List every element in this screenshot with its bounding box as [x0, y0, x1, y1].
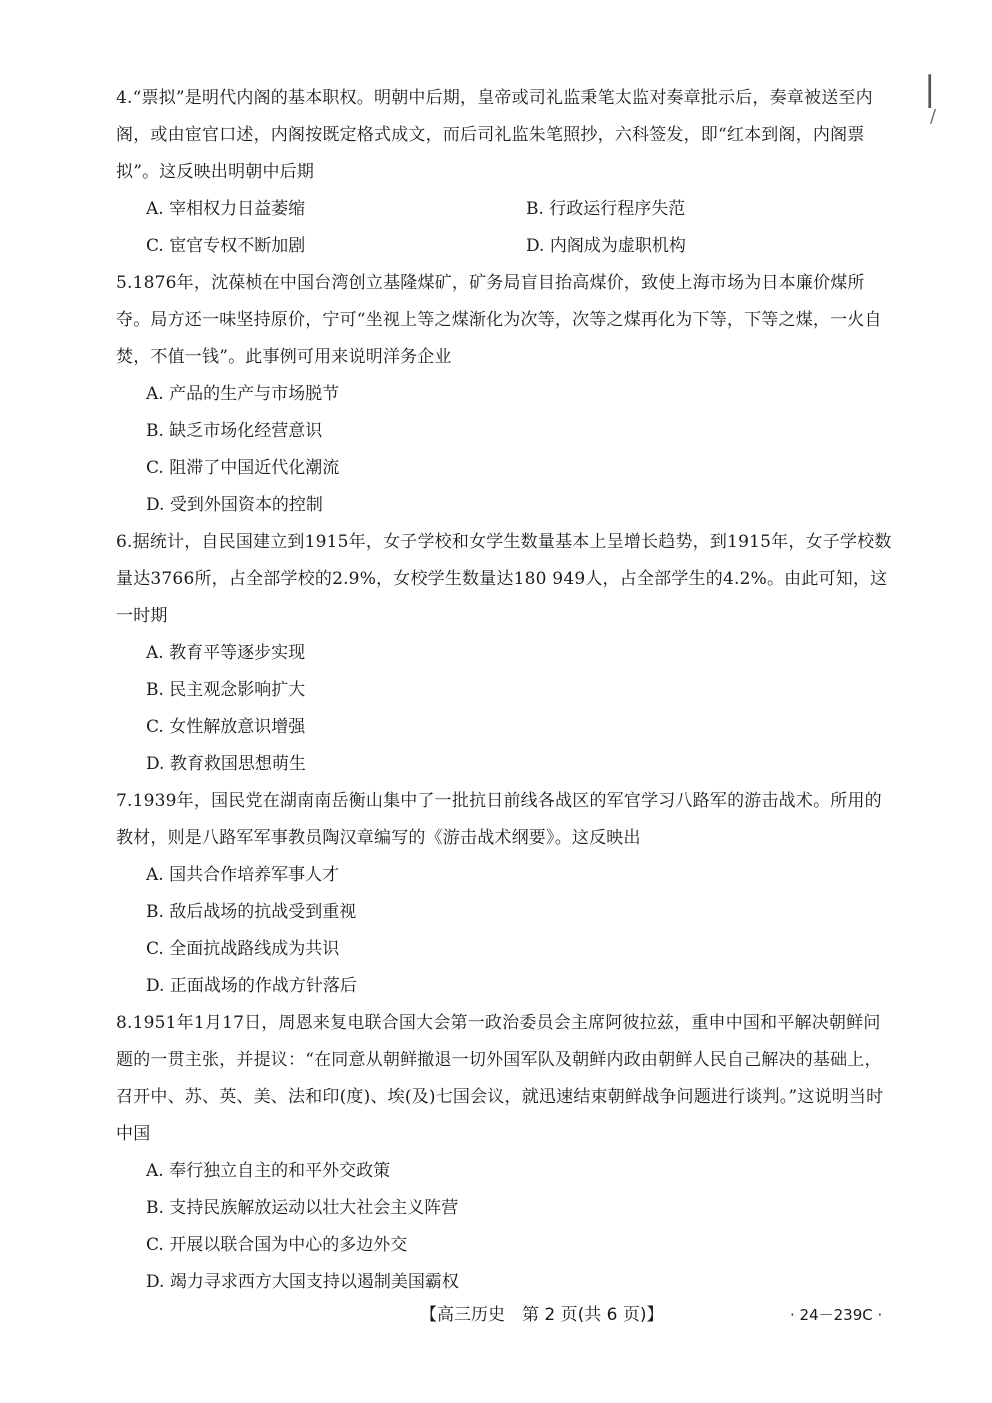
option-d: D. 正面战场的作战方针落后: [146, 976, 357, 996]
option-d: D. 教育救国思想萌生: [146, 754, 306, 774]
question-6: [116, 524, 896, 783]
question-stem: 5.1876年，沈葆桢在中国台湾创立基隆煤矿，矿务局盲目抬高煤价，致使上海市场为日本廉价煤所夺。局方还一味坚持原价，宁可“坐视上等之煤渐化为次等，次等之煤再化为下等，下等之煤，一火自焚，不值一钱”。此事例可用来说明洋务企业: [116, 273, 882, 367]
options: [146, 857, 896, 1005]
margin-pen-mark: |: [924, 69, 936, 109]
question-4: [116, 80, 896, 265]
options: [146, 635, 896, 783]
question-8: [116, 1005, 896, 1301]
question-stem: 7.1939年，国民党在湖南南岳衡山集中了一批抗日前线各战区的军官学习八路军的游击战术。所用的教材，则是八路军军事教员陶汉章编写的《游击战术纲要》。这反映出: [116, 791, 882, 848]
option-c: C. 开展以联合国为中心的多边外交: [146, 1235, 408, 1255]
question-7: [116, 783, 896, 1005]
option-a: A. 奉行独立自主的和平外交政策: [146, 1161, 391, 1181]
option-b: B. 缺乏市场化经营意识: [146, 421, 323, 441]
option-c: C. 女性解放意识增强: [146, 717, 306, 737]
question-stem: 8.1951年1月17日，周恩来复电联合国大会第一政治委员会主席阿彼拉兹，重申中国和平解决朝鲜问题的一贯主张，并提议：“在同意从朝鲜撤退一切外国军队及朝鲜内政由朝鲜人民自己解决的基础上，召开中、苏、英、美、法和印(度)、埃(及)七国会议，就迅速结束朝鲜战争问题进行谈判。”这说明当时中国: [116, 1013, 884, 1144]
option-a: A. 国共合作培养军事人才: [146, 865, 340, 885]
option-b: B. 行政运行程序失范: [526, 199, 686, 219]
option-c: C. 全面抗战路线成为共识: [146, 939, 340, 959]
option-a: A. 产品的生产与市场脱节: [146, 384, 340, 404]
options: [146, 191, 896, 265]
footer-title: 【高三历史 第 2 页(共 6 页)】: [420, 1305, 664, 1325]
margin-pen-tick: /: [930, 106, 937, 127]
option-a: A. 教育平等逐步实现: [146, 643, 306, 663]
option-d: D. 内阁成为虚职机构: [526, 236, 686, 256]
options: [146, 1153, 896, 1301]
option-b: B. 民主观念影响扩大: [146, 680, 306, 700]
option-b: B. 敌后战场的抗战受到重视: [146, 902, 357, 922]
option-b: B. 支持民族解放运动以壮大社会主义阵营: [146, 1198, 459, 1218]
option-c: C. 阻滞了中国近代化潮流: [146, 458, 340, 478]
options: [146, 376, 896, 524]
footer-code: · 24－239C ·: [790, 1306, 883, 1324]
option-d: D. 竭力寻求西方大国支持以遏制美国霸权: [146, 1272, 459, 1292]
question-stem: 4.“票拟”是明代内阁的基本职权。明朝中后期，皇帝或司礼监秉笔太监对奏章批示后，奏章被送至内阁，或由宦官口述，内阁按既定格式成文，而后司礼监朱笔照抄，六科签发，即“红本到阁，内阁票拟”。这反映出明朝中后期: [116, 88, 873, 182]
option-c: C. 宦官专权不断加剧: [146, 236, 306, 256]
question-5: [116, 265, 896, 524]
option-a: A. 宰相权力日益萎缩: [146, 199, 306, 219]
question-stem: 6.据统计，自民国建立到1915年，女子学校和女学生数量基本上呈增长趋势，到1915年，女子学校数量达3766所，占全部学校的2.9%，女校学生数量达180 949人，占全部学生的4.2%。由此可知，这一时期: [116, 532, 892, 626]
option-d: D. 受到外国资本的控制: [146, 495, 323, 515]
question-list: [116, 80, 896, 1301]
